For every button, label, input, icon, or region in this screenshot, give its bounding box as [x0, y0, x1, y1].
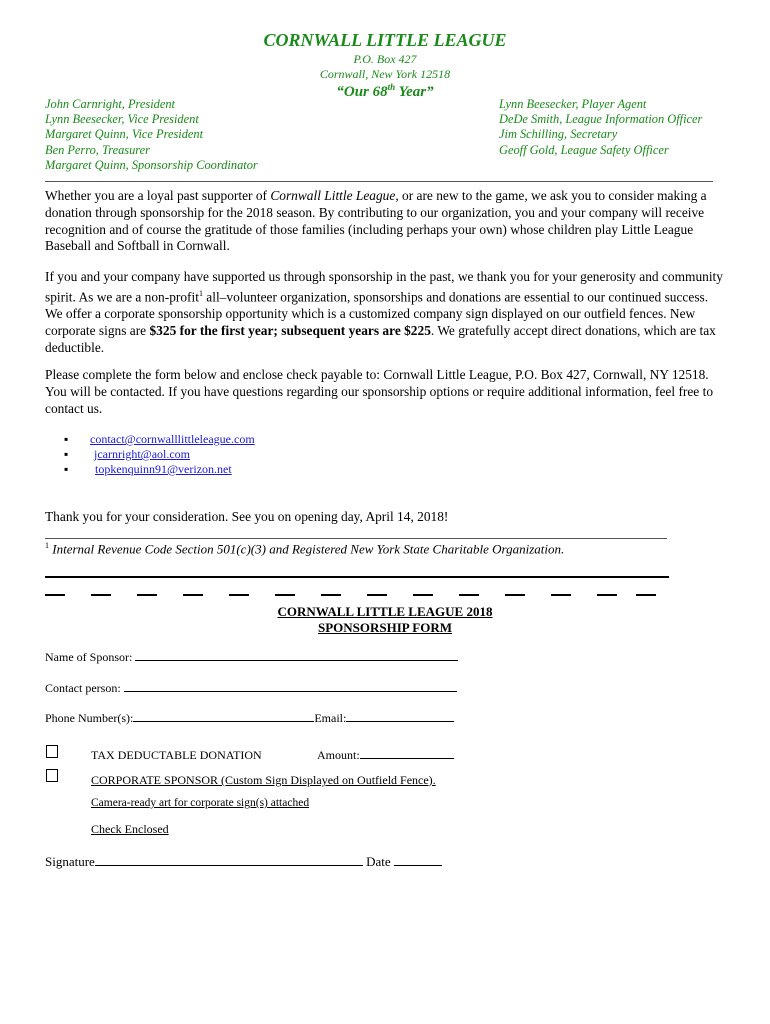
- cut-dash: [275, 594, 295, 596]
- form-title: CORNWALL LITTLE LEAGUE 2018: [277, 604, 493, 619]
- thank-you-line: Thank you for your consideration. See you on opening day, April 14, 2018!: [45, 509, 449, 524]
- signature-input[interactable]: [95, 855, 363, 866]
- camera-ready-art-label: Camera-ready art for corporate sign(s) attached: [91, 797, 310, 809]
- phone-label: Phone Number(s):: [45, 711, 134, 725]
- intro-text-end: , or are new to the game, we ask you to consider making a donation through sponsorship for the 2018 season. By contributing to our organization, you and your company will receive recognition and of course the gratitude of those families (including perhaps your own) whose children play Little League Baseball and Softball in Cornwall.: [45, 188, 707, 254]
- sponsorship-text-end: . We gratefully accept direct donations, which are tax deductible.: [45, 322, 716, 355]
- sponsorship-text: If you and your company have supported us through sponsorship in the past, we thank you for your generosity and community spirit. As we are a non-profit: [45, 269, 723, 305]
- contact-email-link[interactable]: contact@cornwalllittleleague.com: [90, 432, 255, 446]
- footnote-rule: [45, 538, 667, 539]
- form-subtitle: SPONSORSHIP FORM: [318, 620, 452, 635]
- amount-field: [317, 748, 454, 763]
- cut-dash: [229, 594, 249, 596]
- cut-dash: [597, 594, 617, 596]
- cut-dash: [45, 594, 65, 596]
- sign-pricing: $325 for the first year; subsequent years are $225: [149, 322, 431, 338]
- cut-dash: [636, 594, 656, 596]
- motto-text: “Our 68: [336, 84, 388, 100]
- po-box: P.O. Box 427: [353, 52, 417, 66]
- list-item: [64, 462, 255, 477]
- amount-label: Amount:: [317, 748, 360, 762]
- officer-entry: DeDe Smith, League Information Officer: [499, 112, 703, 127]
- sponsorship-text-mid: all–volunteer organization, sponsorships and donations are essential to our continued success. We offer a corporate sponsorship opportunity which is a customized company sign displayed on our outfield fences. New corporate signs are: [45, 289, 709, 338]
- officers-right-list: [499, 97, 702, 158]
- signature-label: Signature: [45, 854, 95, 869]
- cut-dash: [551, 594, 571, 596]
- intro-text: Whether you are a loyal past supporter of: [45, 188, 271, 203]
- motto-superscript: th: [387, 82, 396, 92]
- cut-dash: [183, 594, 203, 596]
- corporate-sponsor-label: CORPORATE SPONSOR (Custom Sign Displayed on Outfield Fence).: [91, 773, 436, 787]
- motto-text-end: Year”: [395, 84, 434, 100]
- cut-line: [45, 576, 669, 578]
- date-input[interactable]: [394, 855, 442, 866]
- donation-label: TAX DEDUCTABLE DONATION: [91, 748, 262, 762]
- contact-list: [64, 432, 255, 477]
- check-enclosed-label: Check Enclosed: [91, 822, 169, 836]
- contact-person-field: [45, 681, 457, 696]
- cut-dash: [367, 594, 387, 596]
- email-label: Email:: [314, 711, 347, 725]
- officer-entry: Margaret Quinn, Vice President: [45, 127, 204, 142]
- officer-entry: Lynn Beesecker, Vice President: [45, 112, 199, 127]
- footnote-text: Internal Revenue Code Section 501(c)(3) and Registered New York State Charitable Organization.: [49, 541, 565, 557]
- cut-dash: [505, 594, 525, 596]
- date-label: Date: [362, 854, 394, 869]
- list-item: [64, 447, 255, 462]
- instructions-paragraph: Please complete the form below and enclose check payable to: Cornwall Little League, P.O. Box 427, Cornwall, NY 12518. You will be contacted. If you have questions regarding our sponsorship options or require additional information, feel free to contact us.: [45, 367, 714, 416]
- cut-dash: [137, 594, 157, 596]
- phone-email-field: [45, 711, 454, 726]
- phone-input[interactable]: [133, 711, 314, 722]
- footnote-number: 1: [45, 541, 49, 550]
- footnote: [45, 541, 564, 557]
- officer-entry: John Carnright, President: [45, 97, 175, 111]
- sponsor-name-field: [45, 650, 458, 665]
- city-address: Cornwall, New York 12518: [319, 67, 451, 81]
- cut-dash: [413, 594, 433, 596]
- league-name-emphasis: Cornwall Little League: [270, 188, 396, 203]
- sponsorship-email-link[interactable]: topkenquinn91@verizon.net: [95, 462, 232, 476]
- contact-person-input[interactable]: [124, 681, 457, 692]
- contact-person-label: Contact person:: [45, 681, 124, 695]
- sponsorship-paragraph: [45, 269, 728, 356]
- intro-paragraph: [45, 188, 728, 255]
- org-title: CORNWALL LITTLE LEAGUE: [263, 30, 507, 50]
- footnote-marker: 1: [198, 288, 203, 298]
- amount-input[interactable]: [360, 748, 454, 759]
- donation-checkbox[interactable]: [46, 745, 58, 758]
- officer-entry: Geoff Gold, League Safety Officer: [499, 142, 669, 157]
- officer-entry: Margaret Quinn, Sponsorship Coordinator: [45, 157, 258, 172]
- officer-entry: Ben Perro, Treasurer: [45, 142, 150, 157]
- email-input[interactable]: [346, 711, 454, 722]
- sponsor-name-input[interactable]: [135, 650, 458, 661]
- officer-entry: Jim Schilling, Secretary: [499, 127, 618, 142]
- cut-dash: [321, 594, 341, 596]
- president-email-link[interactable]: jcarnright@aol.com: [94, 447, 191, 461]
- cut-dash: [459, 594, 479, 596]
- officers-left-list: [45, 97, 258, 173]
- cut-dash: [91, 594, 111, 596]
- sponsor-name-label: Name of Sponsor:: [45, 650, 136, 664]
- header-divider: [45, 181, 713, 182]
- corporate-sponsor-checkbox[interactable]: [46, 769, 58, 782]
- signature-date-field: [45, 854, 442, 870]
- list-item: [64, 432, 255, 447]
- officer-entry: Lynn Beesecker, Player Agent: [499, 97, 647, 111]
